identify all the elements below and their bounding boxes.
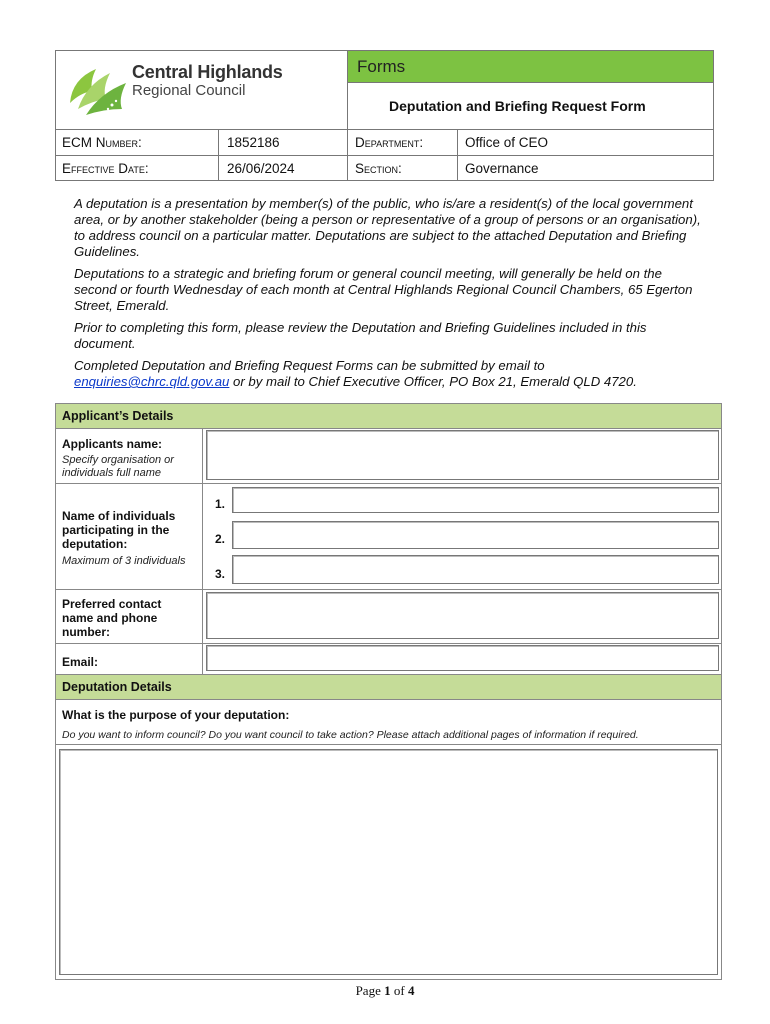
- row-divider: [56, 589, 721, 590]
- page-number: 1: [384, 983, 391, 998]
- ecm-number-label: ECM Number:: [62, 135, 142, 150]
- document-header: [55, 50, 714, 181]
- intro-paragraph: [74, 358, 704, 390]
- submission-text: Completed Deputation and Briefing Request Forms can be submitted by email to: [74, 358, 545, 373]
- forms-category-label: Forms: [357, 57, 406, 76]
- intro-paragraph: A deputation is a presentation by member(s) of the public, who is/are a resident(s) of the local government area, or by another stakeholder (being a person or representative of a group of persons or an organisation), to address council on a particular matter. Deputations are subject to the attached Deputation and Briefing Guidelines.: [74, 196, 701, 259]
- request-form: [55, 403, 722, 980]
- logo-text-line1: Central Highlands: [132, 62, 283, 82]
- header-row-effective: [56, 155, 713, 182]
- department-label: Department:: [355, 135, 424, 150]
- individual-number-2: 2.: [215, 532, 226, 546]
- contact-input[interactable]: [206, 592, 719, 639]
- individual-3-input[interactable]: [232, 555, 719, 584]
- applicant-name-input[interactable]: [206, 430, 719, 480]
- row-divider: [56, 744, 721, 745]
- email-link[interactable]: enquiries@chrc.qld.gov.au: [74, 374, 230, 389]
- applicant-name-hint: Specify organisation or individuals full name: [62, 454, 174, 479]
- email-label: Email:: [62, 655, 99, 669]
- section-label: Section:: [355, 161, 402, 176]
- intro-paragraph: Prior to completing this form, please review the Deputation and Briefing Guidelines included in this document.: [74, 320, 647, 351]
- individual-number-1: 1.: [215, 497, 226, 511]
- individuals-hint: Maximum of 3 individuals: [62, 555, 186, 567]
- purpose-textarea[interactable]: [59, 749, 718, 975]
- applicant-name-label: Applicants name:: [62, 437, 163, 451]
- email-input[interactable]: [206, 645, 719, 671]
- effective-date-value: 26/06/2024: [227, 161, 295, 176]
- deputation-section-title: Deputation Details: [62, 680, 172, 694]
- form-title-cell: [348, 83, 713, 129]
- intro-text: [74, 196, 704, 396]
- row-divider: [56, 643, 721, 644]
- effective-date-label: Effective Date:: [62, 161, 149, 176]
- column-divider: [202, 428, 203, 674]
- applicant-section-title: Applicant’s Details: [62, 409, 174, 423]
- page-word: Page: [355, 983, 381, 998]
- individual-number-3: 3.: [215, 567, 226, 581]
- deputation-section-header: [56, 674, 721, 700]
- page-footer: [0, 983, 770, 999]
- applicant-section-header: [56, 404, 721, 429]
- purpose-hint: Do you want to inform council? Do you want council to take action? Please attach additional pages of information if required.: [62, 729, 639, 741]
- individual-1-input[interactable]: [232, 487, 719, 513]
- purpose-label: What is the purpose of your deputation:: [62, 708, 290, 722]
- logo-text-line2: Regional Council: [132, 82, 246, 99]
- header-row-ecm: [56, 129, 713, 156]
- page-total: 4: [407, 983, 415, 998]
- row-divider: [56, 483, 721, 484]
- department-value: Office of CEO: [465, 135, 549, 150]
- section-value: Governance: [465, 161, 539, 176]
- logo-cell: [56, 51, 348, 129]
- forms-category-bar: [348, 51, 713, 83]
- mail-text: or by mail to Chief Executive Officer, PO Box 21, Emerald QLD 4720.: [229, 374, 637, 389]
- form-title: Deputation and Briefing Request Form: [389, 98, 646, 114]
- intro-paragraph: Deputations to a strategic and briefing forum or general council meeting, will generally be held on the second or fourth Wednesday of each month at Central Highlands Regional Council Chambers, 65 Egerton Street, Emerald.: [74, 266, 693, 313]
- individual-2-input[interactable]: [232, 521, 719, 549]
- council-logo-icon: [66, 59, 130, 121]
- individuals-label: Name of individuals participating in the deputation:: [62, 509, 176, 551]
- ecm-number-value: 1852186: [227, 135, 280, 150]
- of-word: of: [393, 983, 405, 998]
- contact-label: Preferred contact name and phone number:: [62, 597, 162, 639]
